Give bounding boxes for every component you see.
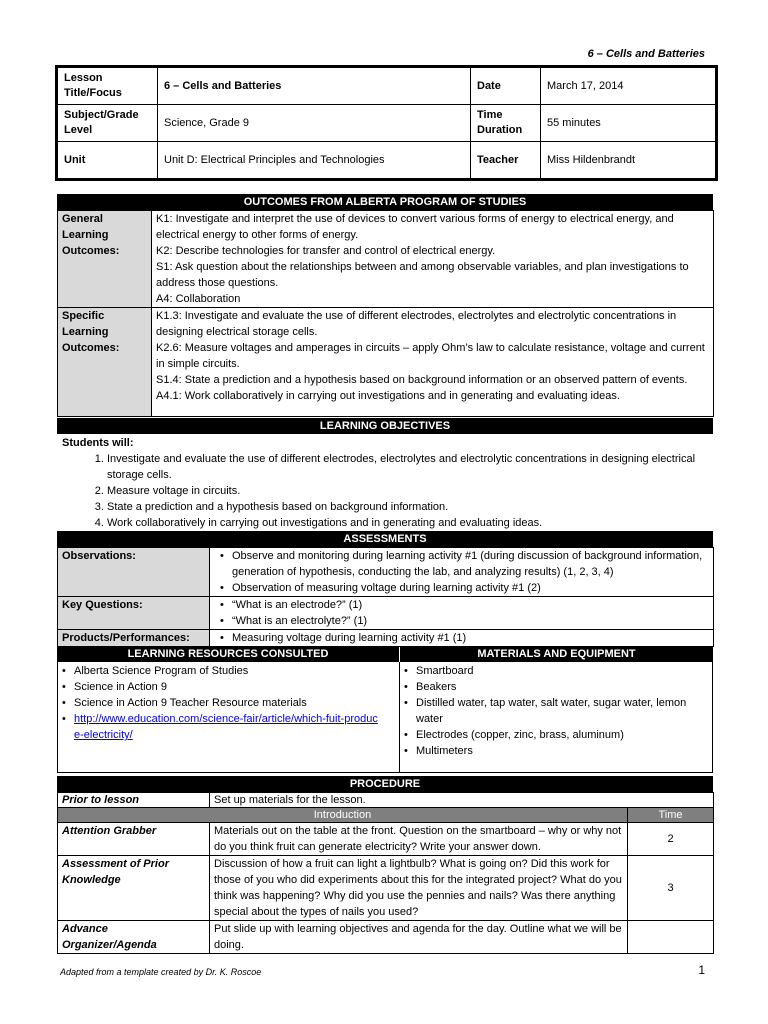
procedure-step-time: 3 xyxy=(628,856,714,921)
products-list xyxy=(214,630,709,646)
material-item: • Smartboard xyxy=(416,663,713,679)
observations-row xyxy=(58,548,714,597)
general-outcomes-content xyxy=(152,211,714,308)
resource-item: • Science in Action 9 xyxy=(74,679,399,695)
materials-heading: MATERIALS AND EQUIPMENT xyxy=(400,646,713,662)
objectives-heading: LEARNING OBJECTIVES xyxy=(57,418,713,434)
intro-header-row xyxy=(58,808,714,823)
outcome-item: K2.6: Measure voltages and amperages in circuits – apply Ohm’s law to calculate resistance, voltage and current in simple circuits. xyxy=(156,342,705,370)
procedure-heading: PROCEDURE xyxy=(57,776,713,792)
outcome-item: A4: Collaboration xyxy=(156,293,241,305)
objective-item: 4. Work collaboratively in carrying out investigations and in generating and evaluating ideas. xyxy=(107,515,713,531)
running-header: 6 – Cells and Batteries xyxy=(587,48,705,60)
procedure-step-label: Advance Organizer/Agenda xyxy=(58,921,210,954)
key-questions-content xyxy=(210,597,714,630)
resource-link[interactable]: http://www.education.com/science-fair/article/which-fuit-produce-electricity/ xyxy=(74,713,378,741)
procedure-table xyxy=(57,792,714,954)
procedure-step-text: Materials out on the table at the front. Question on the smartboard – why or why not do you think fruit can generate electricity? Write your answer down. xyxy=(210,823,628,856)
outcomes-table xyxy=(57,210,714,417)
outcome-item: S1.4: State a prediction and a hypothesis based on background information or an observed pattern of events. xyxy=(156,374,688,386)
objective-item: 2. Measure voltage in circuits. xyxy=(107,483,713,499)
procedure-step-text: Put slide up with learning objectives and agenda for the day. Outline what we will be doing. xyxy=(210,921,628,954)
lesson-label: Lesson Title/Focus xyxy=(57,67,158,105)
procedure-row xyxy=(58,856,714,921)
assessments-table xyxy=(57,547,714,647)
objectives-list xyxy=(57,451,713,531)
general-outcomes-row xyxy=(58,211,714,308)
products-label: Products/Performances: xyxy=(58,630,210,647)
info-row xyxy=(57,142,717,180)
procedure-step-label: Attention Grabber xyxy=(58,823,210,856)
introduction-header: Introduction xyxy=(58,808,628,823)
time-label: Time Duration xyxy=(471,105,541,142)
specific-outcomes-label: Specific Learning Outcomes: xyxy=(58,308,152,417)
lesson-value: 6 – Cells and Batteries xyxy=(158,67,471,105)
resources-frame xyxy=(57,646,713,773)
procedure-row xyxy=(58,823,714,856)
procedure-row xyxy=(58,921,714,954)
material-item: • Electrodes (copper, zinc, brass, aluminum) xyxy=(416,727,713,743)
key-questions-list xyxy=(214,597,709,629)
key-questions-label: Key Questions: xyxy=(58,597,210,630)
specific-outcomes-row xyxy=(58,308,714,417)
procedure-step-time xyxy=(628,921,714,954)
info-row xyxy=(57,105,717,142)
products-content xyxy=(210,630,714,647)
assessments-heading: ASSESSMENTS xyxy=(57,531,713,547)
material-item: • Distilled water, tap water, salt water, sugar water, lemon water xyxy=(416,695,713,727)
time-header: Time xyxy=(628,808,714,823)
prior-value: Set up materials for the lesson. xyxy=(210,793,714,808)
date-value: March 17, 2014 xyxy=(541,67,717,105)
outcome-item: A4.1: Work collaboratively in carrying out investigations and in generating and evaluating ideas. xyxy=(156,390,620,402)
resource-item: • Alberta Science Program of Studies xyxy=(74,663,399,679)
material-item: • Beakers xyxy=(416,679,713,695)
subject-label: Subject/Grade Level xyxy=(57,105,158,142)
outcomes-heading: OUTCOMES FROM ALBERTA PROGRAM OF STUDIES xyxy=(57,194,713,210)
unit-value: Unit D: Electrical Principles and Technologies xyxy=(158,142,471,180)
outcome-item: S1: Ask question about the relationships between and among observable variables, and plan investigations to address those questions. xyxy=(156,261,689,289)
footer-credit: Adapted from a template created by Dr. K. Roscoe xyxy=(60,967,262,977)
assessment-item: • Observe and monitoring during learning activity #1 (during discussion of background information, generation of hypothesis, conducting the lab, and analyzing results) (1, 2, 3, 4) xyxy=(232,548,709,580)
info-row xyxy=(57,67,717,105)
observations-list xyxy=(214,548,709,596)
resources-heading: LEARNING RESOURCES CONSULTED xyxy=(57,646,399,662)
outcome-item: K1.3: Investigate and evaluate the use of different electrodes, electrolytes and electrolytic concentrations in designing electrical storage cells. xyxy=(156,310,677,338)
lesson-info-table xyxy=(55,65,718,181)
teacher-value: Miss Hildenbrandt xyxy=(541,142,717,180)
prior-label: Prior to lesson xyxy=(58,793,210,808)
observations-content xyxy=(210,548,714,597)
general-outcomes-label: General Learning Outcomes: xyxy=(58,211,152,308)
observations-label: Observations: xyxy=(58,548,210,597)
assessment-item: • Observation of measuring voltage during learning activity #1 (2) xyxy=(232,580,709,596)
time-value: 55 minutes xyxy=(541,105,717,142)
material-item: • Multimeters xyxy=(416,743,713,759)
subject-value: Science, Grade 9 xyxy=(158,105,471,142)
objective-item: 3. State a prediction and a hypothesis based on background information. xyxy=(107,499,713,515)
outcome-item: K1: Investigate and interpret the use of devices to convert various forms of energy to electrical energy, and electrical energy to other forms of energy. xyxy=(156,213,674,241)
assessment-item: • “What is an electrode?” (1) xyxy=(232,597,709,613)
objectives-section xyxy=(57,435,713,531)
page-number: 1 xyxy=(698,963,705,977)
key-questions-row xyxy=(58,597,714,630)
products-row xyxy=(58,630,714,647)
specific-outcomes-content xyxy=(152,308,714,417)
procedure-step-time: 2 xyxy=(628,823,714,856)
resource-item: • Science in Action 9 Teacher Resource materials xyxy=(74,695,399,711)
assessment-item: • Measuring voltage during learning activity #1 (1) xyxy=(232,630,709,646)
objective-item: 1. Investigate and evaluate the use of different electrodes, electrolytes and electrolytic concentrations in designing electrical storage cells. xyxy=(107,451,713,483)
unit-label: Unit xyxy=(57,142,158,180)
outcome-item: K2: Describe technologies for transfer and control of electrical energy. xyxy=(156,245,496,257)
objectives-intro: Students will: xyxy=(62,437,134,449)
procedure-step-text: Discussion of how a fruit can light a lightbulb? What is going on? Did this work for those of you who did experiments about this for the integrated project? What do you think was happening? Why did you use the pennies and nails? Was there anything special about the types of nails you used? xyxy=(210,856,628,921)
prior-row xyxy=(58,793,714,808)
procedure-step-label: Assessment of Prior Knowledge xyxy=(58,856,210,921)
date-label: Date xyxy=(471,67,541,105)
assessment-item: • “What is an electrolyte?” (1) xyxy=(232,613,709,629)
teacher-label: Teacher xyxy=(471,142,541,180)
